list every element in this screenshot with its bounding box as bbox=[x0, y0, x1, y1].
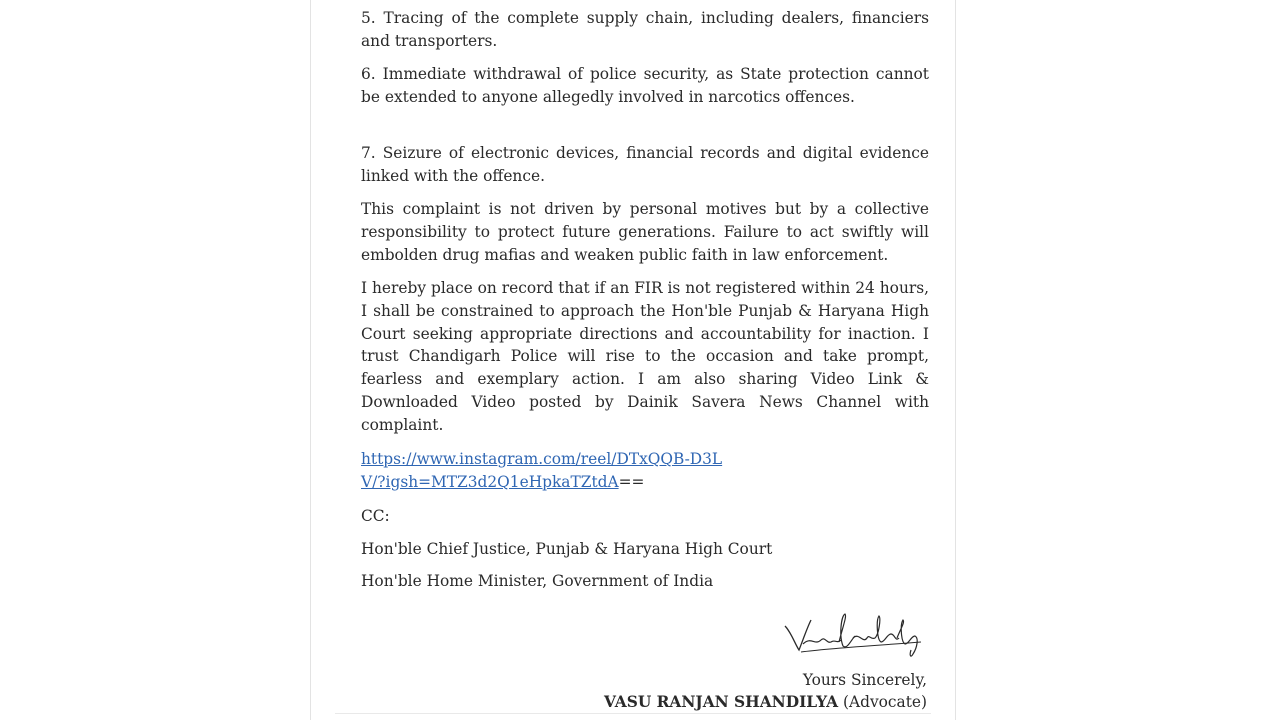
page-bottom-divider bbox=[335, 713, 931, 714]
cc-recipient-1-text: Hon'ble Chief Justice, Punjab & Haryana High Court bbox=[361, 540, 773, 558]
motive-paragraph bbox=[361, 198, 929, 266]
link-suffix: == bbox=[618, 472, 645, 491]
cc-recipient-2 bbox=[361, 570, 929, 593]
cc-label-text: CC: bbox=[361, 507, 390, 525]
video-link-line bbox=[361, 448, 741, 494]
record-paragraph bbox=[361, 277, 929, 437]
signer-name: VASU RANJAN SHANDILYA bbox=[604, 693, 839, 711]
motive-text: This complaint is not driven by personal motives but by a collective responsibility to protect future generations. Failure to act swiftly will embolden drug mafias and weaken public faith in law enforcement. bbox=[361, 200, 929, 264]
list-item-5 bbox=[361, 7, 929, 53]
closing-block bbox=[604, 669, 927, 713]
record-text: I hereby place on record that if an FIR is not registered within 24 hours, I shall be constrained to approach the Hon'ble Punjab & Haryana High Court seeking appropriate directions and accountability for inaction. I trust Chandigarh Police will rise to the occasion and take prompt, fearless and exemplary action. I am also sharing Video Link & Downloaded Video posted by Dainik Savera News Channel with complaint. bbox=[361, 279, 929, 434]
cc-recipient-1 bbox=[361, 538, 929, 561]
list-item-7 bbox=[361, 142, 929, 188]
cc-recipient-2-text: Hon'ble Home Minister, Government of India bbox=[361, 572, 714, 590]
cc-label bbox=[361, 505, 929, 528]
signer-title: (Advocate) bbox=[842, 693, 927, 711]
letter-page bbox=[310, 0, 956, 720]
closing-salutation: Yours Sincerely, bbox=[802, 671, 927, 689]
item-7-text: 7. Seizure of electronic devices, financial records and digital evidence linked with the offence. bbox=[361, 144, 929, 185]
handwritten-signature bbox=[781, 606, 931, 662]
instagram-link[interactable]: https://www.instagram.com/reel/DTxQQB-D3LV/?igsh=MTZ3d2Q1eHpkaTZtdA bbox=[361, 450, 723, 491]
signer-line bbox=[604, 691, 927, 713]
item-6-text: 6. Immediate withdrawal of police security, as State protection cannot be extended to anyone allegedly involved in narcotics offences. bbox=[361, 65, 929, 106]
item-5-text: 5. Tracing of the complete supply chain, including dealers, financiers and transporters. bbox=[361, 9, 929, 50]
list-item-6 bbox=[361, 63, 929, 109]
